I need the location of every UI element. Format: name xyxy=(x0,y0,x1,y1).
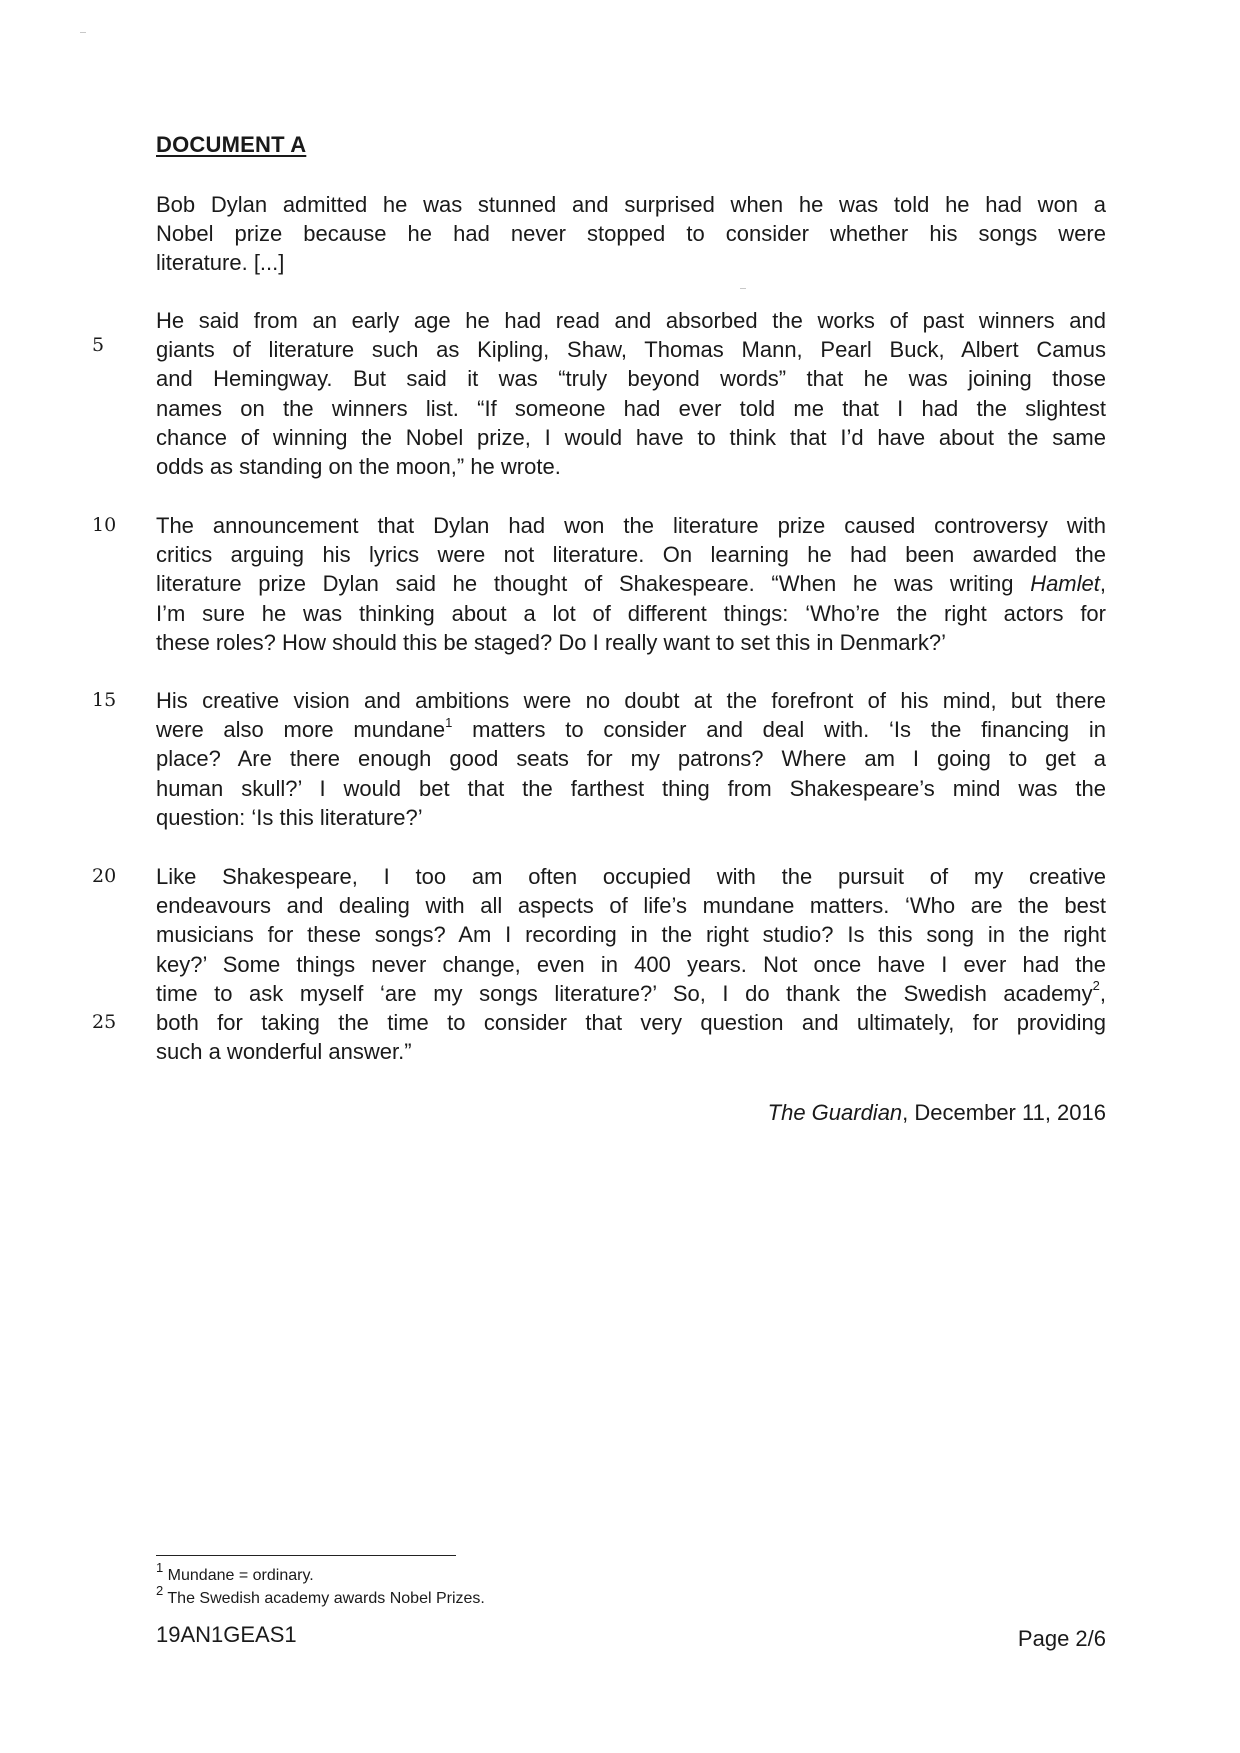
footnote-divider xyxy=(156,1555,456,1556)
text-line: Nobel prize because he had never stopped to consider whether his songs were xyxy=(156,221,1106,247)
scan-speck xyxy=(80,32,86,33)
footnote-1 xyxy=(156,1559,314,1585)
line-number: 5 xyxy=(92,334,105,356)
paragraph-4 xyxy=(156,686,1106,832)
text-line: The announcement that Dylan had won the literature prize caused controversy with xyxy=(156,513,1106,538)
document-title: DOCUMENT A xyxy=(156,132,307,157)
line-number: 15 xyxy=(92,689,117,711)
text-line: human skull?’ I would bet that the farthest thing from Shakespeare’s mind was the xyxy=(156,775,1106,801)
italic-title: Hamlet xyxy=(1030,571,1100,597)
text-segment: matters to consider and deal with. ‘Is the financing in xyxy=(452,717,1107,743)
footnote-text: The Swedish academy awards Nobel Prizes. xyxy=(163,1590,485,1607)
text-line: both for taking the time to consider that very question and ultimately, for providing xyxy=(156,1010,1106,1036)
text-segment: , xyxy=(1099,980,1106,1006)
text-line: names on the winners list. “If someone had ever told me that I had the slightest xyxy=(156,395,1106,421)
text-segment: were also more mundane xyxy=(156,717,446,743)
text-line: literature. [...] xyxy=(156,250,285,276)
paragraph-3 xyxy=(156,511,1106,657)
paragraph-1 xyxy=(156,190,1106,278)
text-line: place? Are there enough good seats for my patrons? Where am I going to get a xyxy=(156,746,1106,772)
page-number: Page 2/6 xyxy=(1017,1626,1106,1651)
text-line: chance of winning the Nobel prize, I would have to think that I’d have about the same xyxy=(156,424,1106,450)
text-line: Like Shakespeare, I too am often occupied with the pursuit of my creative xyxy=(156,864,1106,889)
text-line: key?’ Some things never change, even in 400 years. Not once have I ever had the xyxy=(156,951,1106,977)
text-line-with-footnote xyxy=(156,979,1106,1008)
line-number: 10 xyxy=(92,514,117,536)
text-line: odds as standing on the moon,” he wrote. xyxy=(156,454,561,480)
footnote-marker: 2 xyxy=(156,1582,164,1598)
text-line: these roles? How should this be staged? Do I really want to set this in Denmark?’ xyxy=(156,629,946,655)
line-number: 25 xyxy=(92,1011,117,1033)
text-line: such a wonderful answer.” xyxy=(156,1039,412,1065)
publication-date: , December 11, 2016 xyxy=(902,1100,1106,1125)
paragraph-2 xyxy=(156,306,1106,481)
footnote-marker: 2 xyxy=(1092,978,1100,994)
text-segment: time to ask myself ‘are my songs literature?’ So, I do thank the Swedish academy xyxy=(156,980,1093,1006)
paragraph-5 xyxy=(156,862,1106,1066)
text-line: He said from an early age he had read and absorbed the works of past winners and xyxy=(156,308,1106,333)
footnote-marker: 1 xyxy=(156,1559,164,1575)
scan-speck xyxy=(740,288,746,289)
text-line: question: ‘Is this literature?’ xyxy=(156,804,423,830)
line-number: 20 xyxy=(92,865,117,887)
publication-name: The Guardian xyxy=(767,1100,903,1125)
exam-code: 19AN1GEAS1 xyxy=(156,1622,297,1647)
footnote-marker: 1 xyxy=(445,714,453,730)
text-line: and Hemingway. But said it was “truly beyond words” that he was joining those xyxy=(156,366,1106,392)
text-line: critics arguing his lyrics were not literature. On learning he had been awarded the xyxy=(156,542,1106,568)
text-line: Bob Dylan admitted he was stunned and surprised when he was told he had won a xyxy=(156,192,1106,217)
text-line: giants of literature such as Kipling, Shaw, Thomas Mann, Pearl Buck, Albert Camus xyxy=(156,337,1106,363)
text-line: endeavours and dealing with all aspects of life’s mundane matters. ‘Who are the best xyxy=(156,893,1106,919)
text-line: musicians for these songs? Am I recording in the right studio? Is this song in the right xyxy=(156,922,1106,948)
text-line: His creative vision and ambitions were no doubt at the forefront of his mind, but there xyxy=(156,688,1106,713)
text-segment: , xyxy=(1099,571,1106,597)
text-segment: literature prize Dylan said he thought of Shakespeare. “When he was writing xyxy=(156,571,1031,597)
text-line: I’m sure he was thinking about a lot of different things: ‘Who’re the right actors for xyxy=(156,600,1106,626)
footnote-2 xyxy=(156,1582,485,1608)
text-line-with-italic xyxy=(156,569,1106,598)
footnote-text: Mundane = ordinary. xyxy=(163,1567,314,1584)
text-line-with-footnote xyxy=(156,715,1106,744)
source-citation xyxy=(768,1100,1106,1126)
